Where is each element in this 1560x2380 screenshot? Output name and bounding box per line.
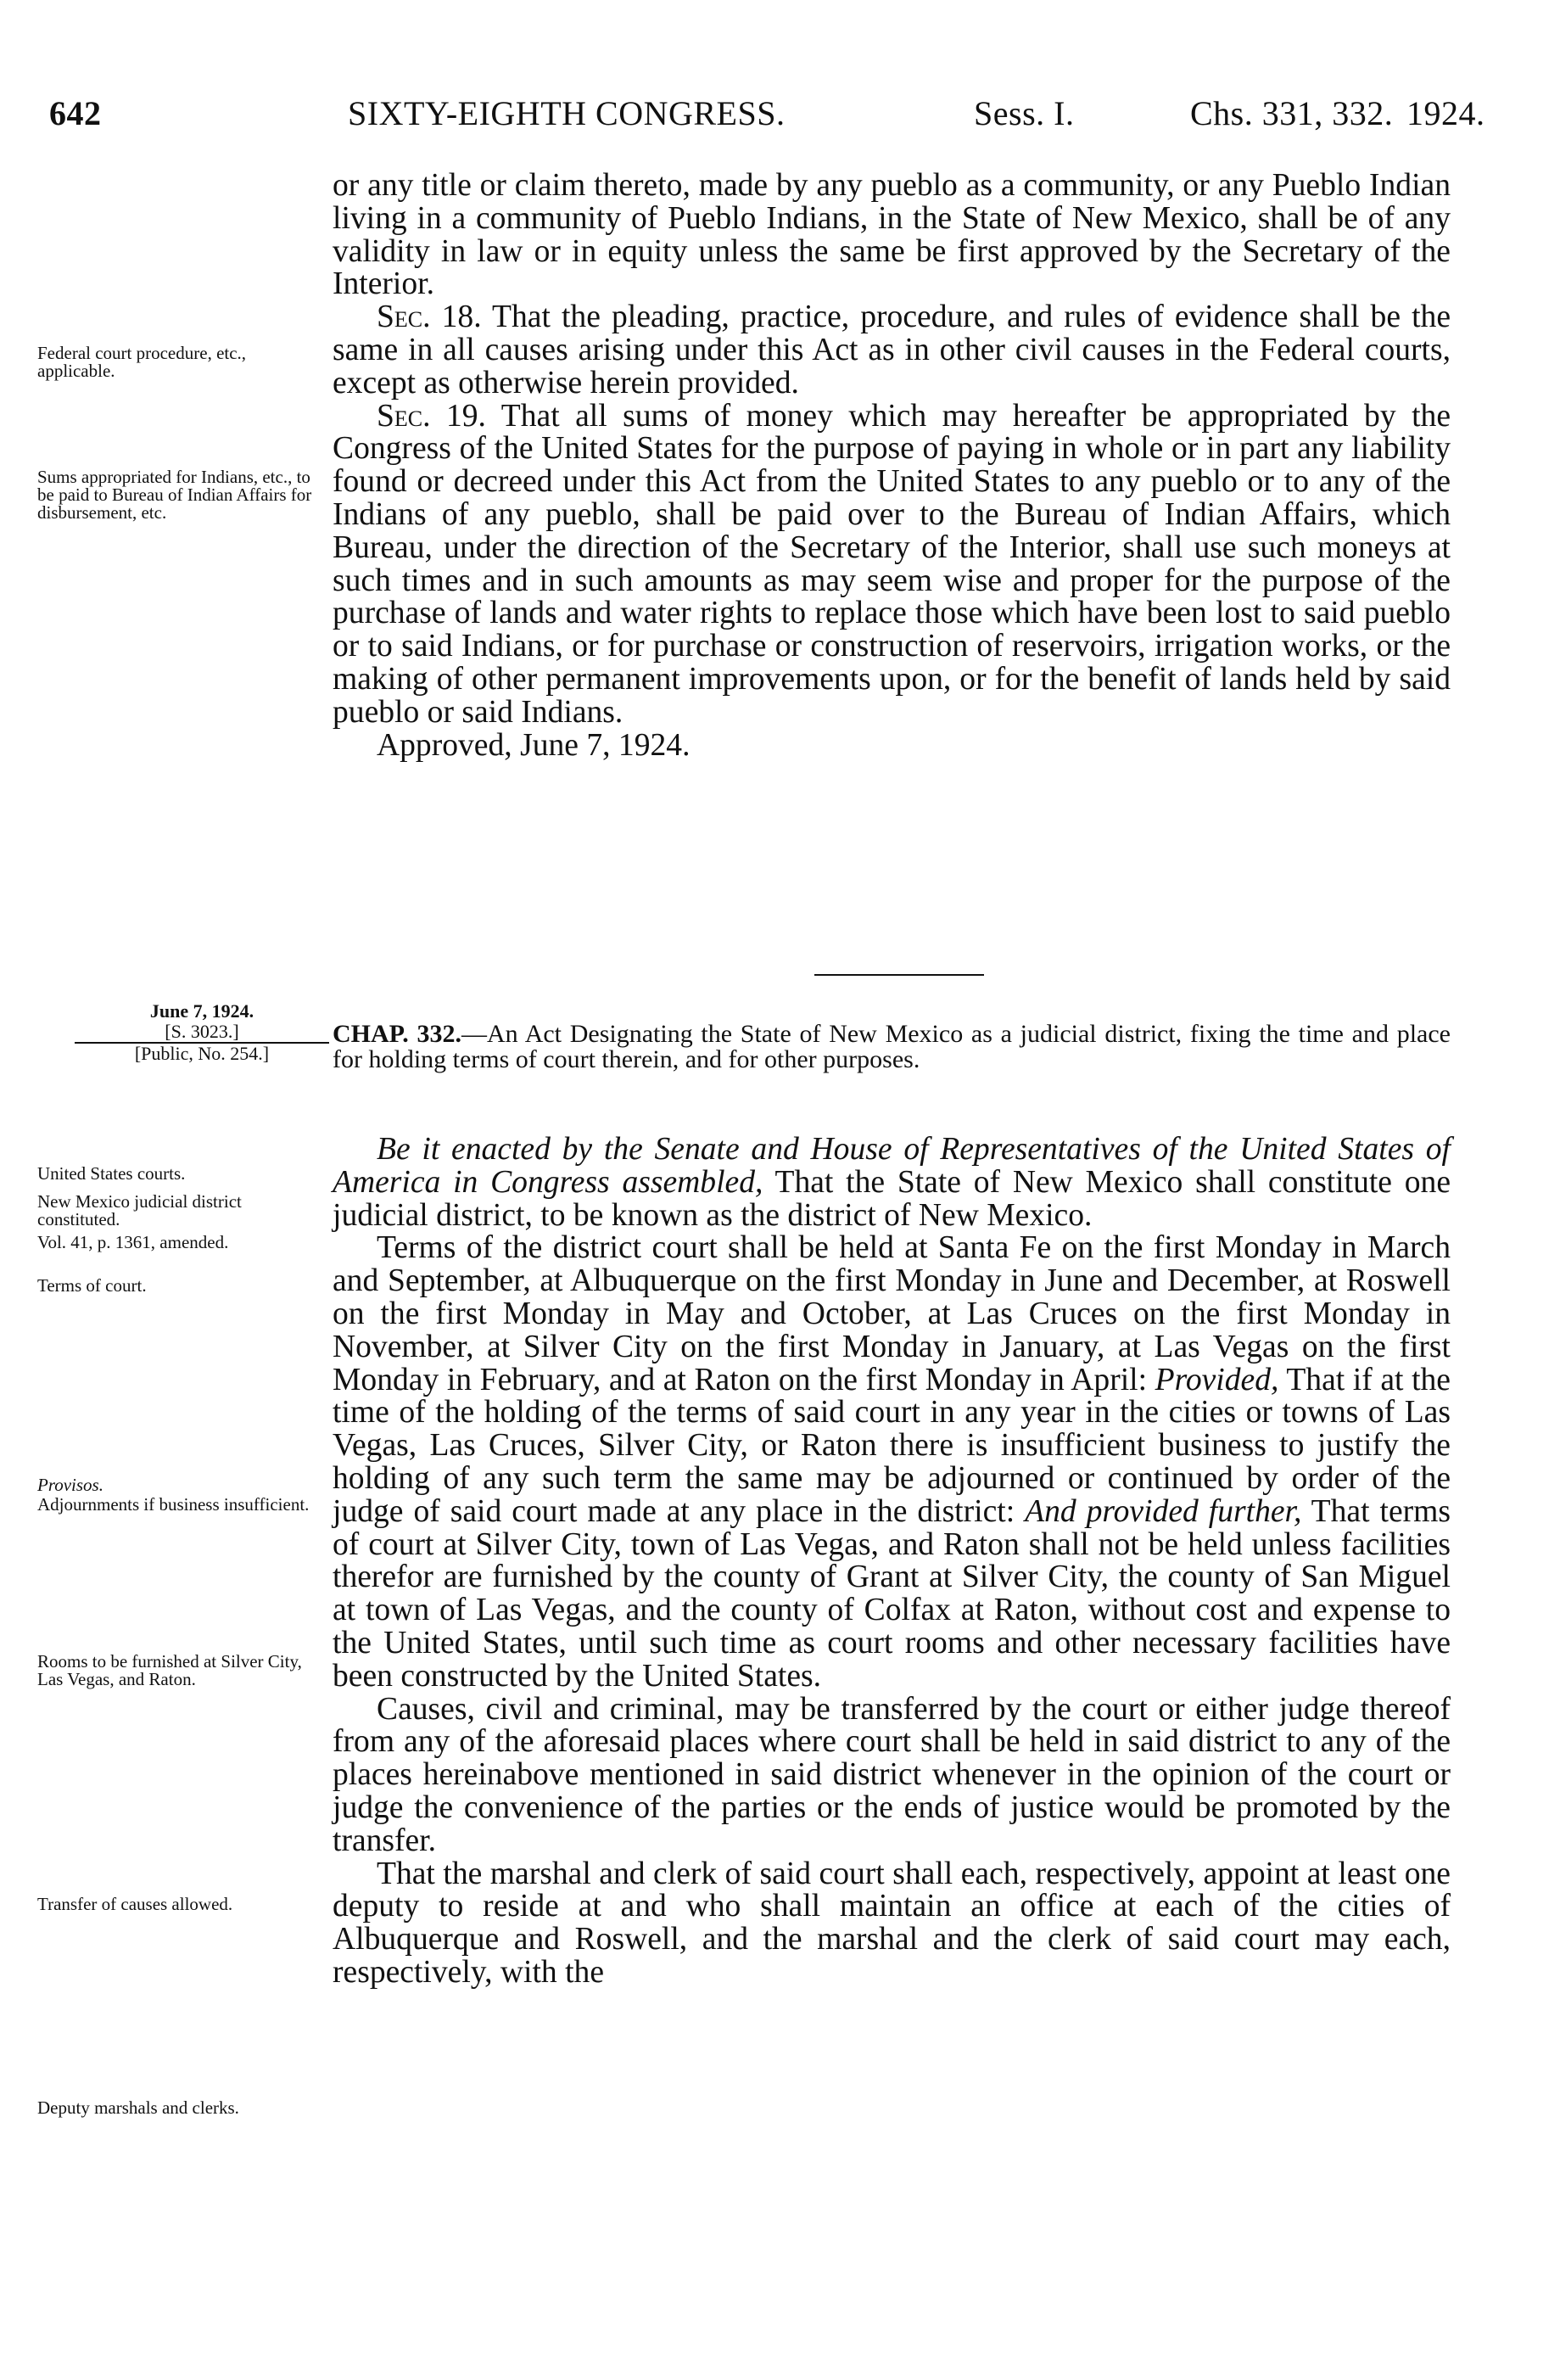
margin-note-provisos: Provisos. [37, 1475, 103, 1495]
upper-body [333, 170, 1451, 762]
act-body [333, 1134, 1451, 1990]
margin-note-adjournments: Adjournments if business insufficient. [37, 1494, 310, 1515]
enacting-clause-text: That the State of New Mexico shall constitute one judicial district, to be known as the district of New Mexico. [333, 1164, 1451, 1233]
terms-paragraph [333, 1232, 1451, 1693]
terms-text: Terms of the district court shall be held at Santa Fe on the first Monday in March and September, at Albuquerque on the first Monday in June and December, at Roswell on the first Monday in May and October, at Las Cruces on the first Monday in November, at Silver City on the first Monday in January, at Las Vegas on the first Monday in February, and at Raton on the first Monday in April: [333, 1230, 1451, 1397]
provided-text: That if at the time of the holding of the terms of said court in any year in the cities or towns of Las Vegas, Las Cruces, Silver City, or Raton there is insufficient business to justify the holding of any such term the same may be adjourned or continued by order of the judge of said court made at any place in the district: [333, 1362, 1451, 1529]
chapter-bill: [S. 3023.] [165, 1021, 239, 1042]
section-19 [333, 400, 1451, 730]
session-label: Sess. I. [974, 94, 1075, 132]
enacting-clause [333, 1134, 1451, 1232]
chapter-description: —An Act Designating the State of New Mexico as a judicial district, fixing the time and place for holding terms of court therein, and for other purposes. [333, 1020, 1451, 1073]
margin-note-vol41: Vol. 41, p. 1361, amended. [37, 1232, 229, 1252]
deputy-paragraph: That the marshal and clerk of said court shall each, respectively, appoint at least one deputy to reside at and who shall maintain an office at each of the cities of Albuquerque and Roswell, and the marshal and the clerk of said court may each, respectively, with the [333, 1856, 1451, 1990]
section-19-label: Sec. 19. [377, 398, 486, 434]
congress-title: SIXTY-EIGHTH CONGRESS. [348, 94, 786, 132]
chapter-label: CHAP. 332. [333, 1020, 461, 1048]
chapter-metadata [75, 1001, 329, 1064]
page-number: 642 [49, 94, 102, 132]
page-header [49, 93, 1485, 144]
approved-line: Approved, June 7, 1924. [377, 727, 691, 763]
margin-note-transfer: Transfer of causes allowed. [37, 1894, 233, 1914]
section-18-text: That the pleading, practice, procedure, and rules of evidence shall be the same in all causes arising under this Act as in other civil causes in the Federal courts, except as otherwise herein provided. [333, 300, 1451, 400]
chapter-date: June 7, 1924. [149, 1000, 254, 1022]
margin-note-nm-district: New Mexico judicial district constituted. [37, 1191, 242, 1229]
chapter-heading [333, 1022, 1451, 1072]
transfer-paragraph: Causes, civil and criminal, may be transferred by the court or either judge thereof from any of the aforesaid places where court shall be held in said district to any of the places hereinabove mentioned in said district whenever in the opinion of the court or judge the convenience of the parties or the ends of justice would be promoted by the transfer. [333, 1691, 1451, 1858]
paragraph-continuation: or any title or claim thereto, made by any pueblo as a community, or any Pueblo Indian living in a community of Pueblo Indians, in the State of New Mexico, shall be of any validity in law or in equity unless the same be first approved by the Secretary of the Interior. [333, 168, 1451, 302]
year-label: 1924. [1406, 94, 1485, 132]
margin-note-rooms: Rooms to be furnished at Silver City, Las Vegas, and Raton. [37, 1651, 302, 1689]
margin-note-us-courts: United States courts. [37, 1163, 186, 1184]
margin-note-federal-court: Federal court procedure, etc., applicable. [37, 343, 247, 381]
section-18 [333, 301, 1451, 400]
section-18-label: Sec. 18. [377, 300, 482, 335]
further-label: And provided further, [1025, 1493, 1302, 1529]
margin-note-terms: Terms of court. [37, 1275, 147, 1296]
chapters-label: Chs. 331, 332. [1190, 94, 1394, 132]
margin-note-deputy: Deputy marshals and clerks. [37, 2097, 239, 2118]
provided-label: Provided, [1155, 1362, 1279, 1397]
section-19-text: That all sums of money which may hereafter be appropriated by the Congress of the United States for the purpose of paying in whole or in part any liability found or decreed under this Act from the United States to any pueblo or to any of the Indians of any pueblo, shall be paid over to the Bureau of Indian Affairs, which Bureau, under the direction of the Secretary of the Interior, shall use such moneys at such times and in such amounts as may seem wise and proper for the purpose of the purchase of lands and water rights to replace those which have been lost to said pueblo or to said Indians, or for purchase or construction of reservoirs, irrigation works, or the making of other permanent improvements upon, or for the benefit of lands held by said pueblo or said Indians. [333, 398, 1451, 730]
section-divider [814, 974, 984, 976]
enacting-clause-italic: Be it enacted by the Senate and House of Representatives of the United States of America in Congress assembled, [333, 1132, 1451, 1200]
chapter-public-law: [Public, No. 254.] [75, 1042, 329, 1064]
further-text: That terms of court at Silver City, town of Las Vegas, and Raton shall not be held unless facilities therefor are furnished by the county of Grant at Silver City, the county of San Miguel at town of Las Vegas, and the county of Colfax at Raton, without cost and expense to the United States, until such time as court rooms and other necessary facilities have been constructed by the United States. [333, 1493, 1451, 1694]
margin-note-sums-appropriated: Sums appropriated for Indians, etc., to be paid to Bureau of Indian Affairs for disbursement, etc. [37, 467, 312, 523]
